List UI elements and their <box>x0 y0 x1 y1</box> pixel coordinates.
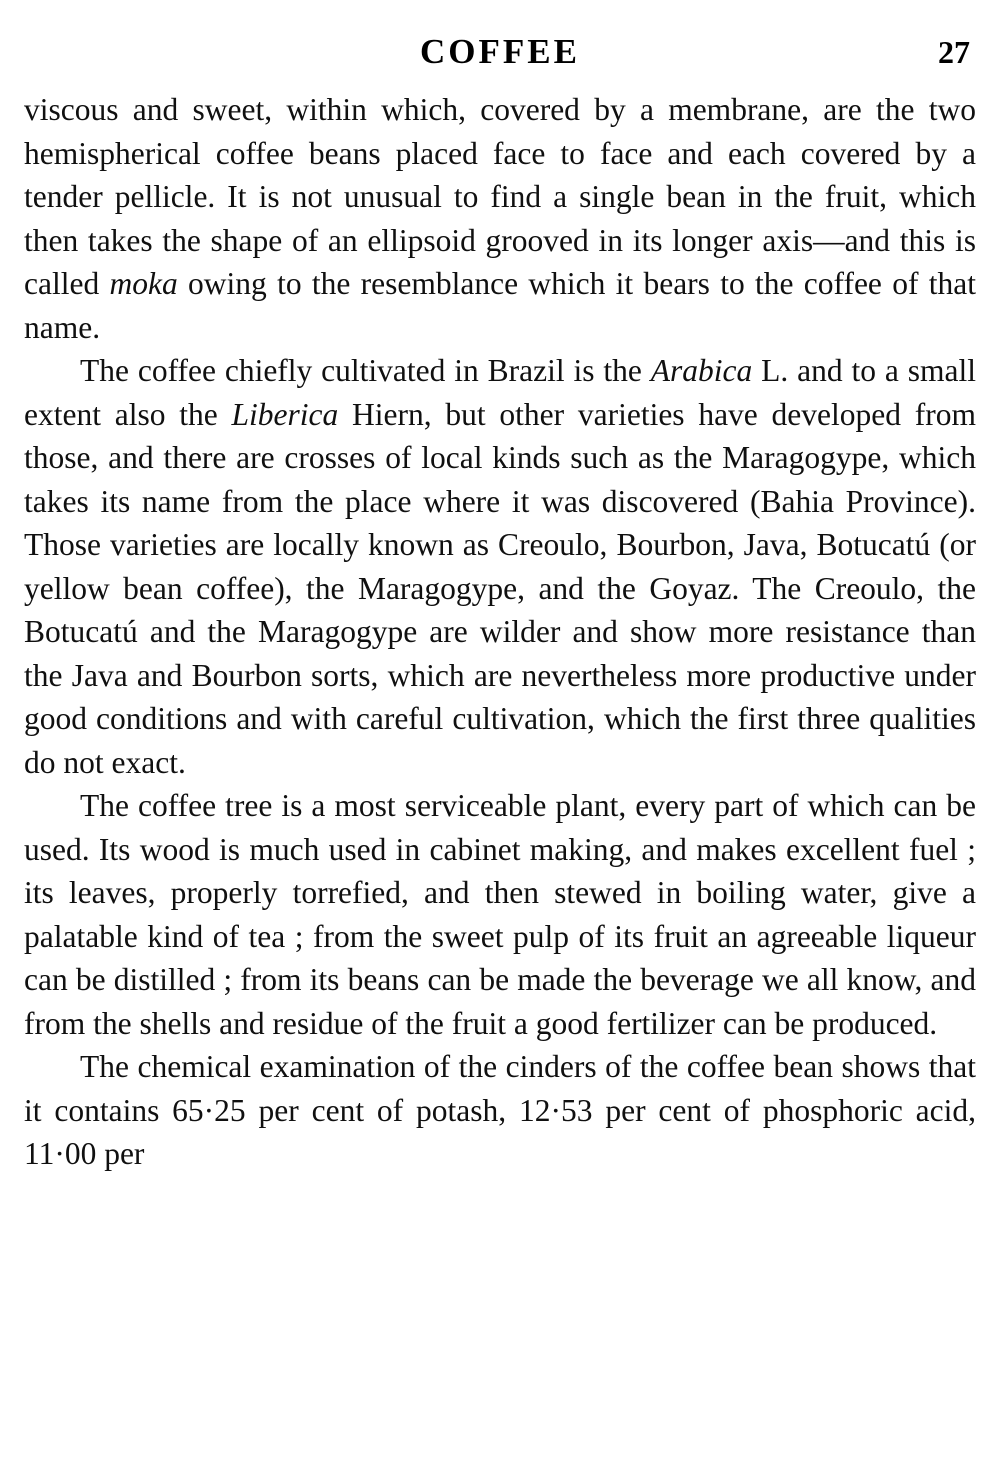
text-run: The coffee tree is a most serviceable plant, every part of which can be used. Its wood is much used in cabinet making, and makes excellent fuel ; its leaves, properly torrefied, and then stewed in boiling water, give a palatable kind of tea ; from the sweet pulp of its fruit an agreeable liqueur can be distilled ; from its beans can be made the beverage we all know, and from the shells and residue of the fruit a good fertilizer can be produced. <box>24 788 976 1041</box>
text-run: viscous and sweet, within which, covered by a membrane, are the two hemispherical coffee beans placed face to face and each covered by a tender pellicle. It is not unusual to find a single bean in the fruit, which then takes the shape of an ellipsoid grooved in its longer axis—and this is called <box>24 92 976 301</box>
text-run: Hiern, but other varieties have developed from those, and there are crosses of local kinds such as the Maragogype, which takes its name from the place where it was discovered (Bahia Province). Those varieties are locally known as Creoulo, Bourbon, Java, Botucatú (or yellow bean coffee), the Maragogype, and the Goyaz. The Creoulo, the Botucatú and the Maragogype are wilder and show more resistance than the Java and Bourbon sorts, which are nevertheless more productive under good conditions and with careful cultivation, which the first three qualities do not exact. <box>24 396 976 780</box>
para-2 <box>24 349 976 784</box>
page-number: 27 <box>938 34 970 70</box>
para-1 <box>24 88 976 349</box>
text-run: The coffee chiefly cultivated in Brazil is the <box>80 353 651 388</box>
italic-term: moka <box>109 266 178 301</box>
page-header <box>24 26 976 84</box>
italic-term: Liberica <box>231 396 339 432</box>
italic-term: Arabica <box>650 353 753 388</box>
text-run: L. and to a small extent also the <box>24 353 976 432</box>
para-3 <box>24 784 976 1045</box>
running-head: COFFEE <box>420 32 580 71</box>
body-text <box>24 88 976 1176</box>
text-run: owing to the resemblance which it bears to the coffee of that name. <box>24 266 976 345</box>
para-4 <box>24 1045 976 1176</box>
text-run: The chemical examination of the cinders of the coffee bean shows that it contains 65·25 per cent of potash, 12·53 per cent of phosphoric acid, 11·00 per <box>24 1049 976 1171</box>
